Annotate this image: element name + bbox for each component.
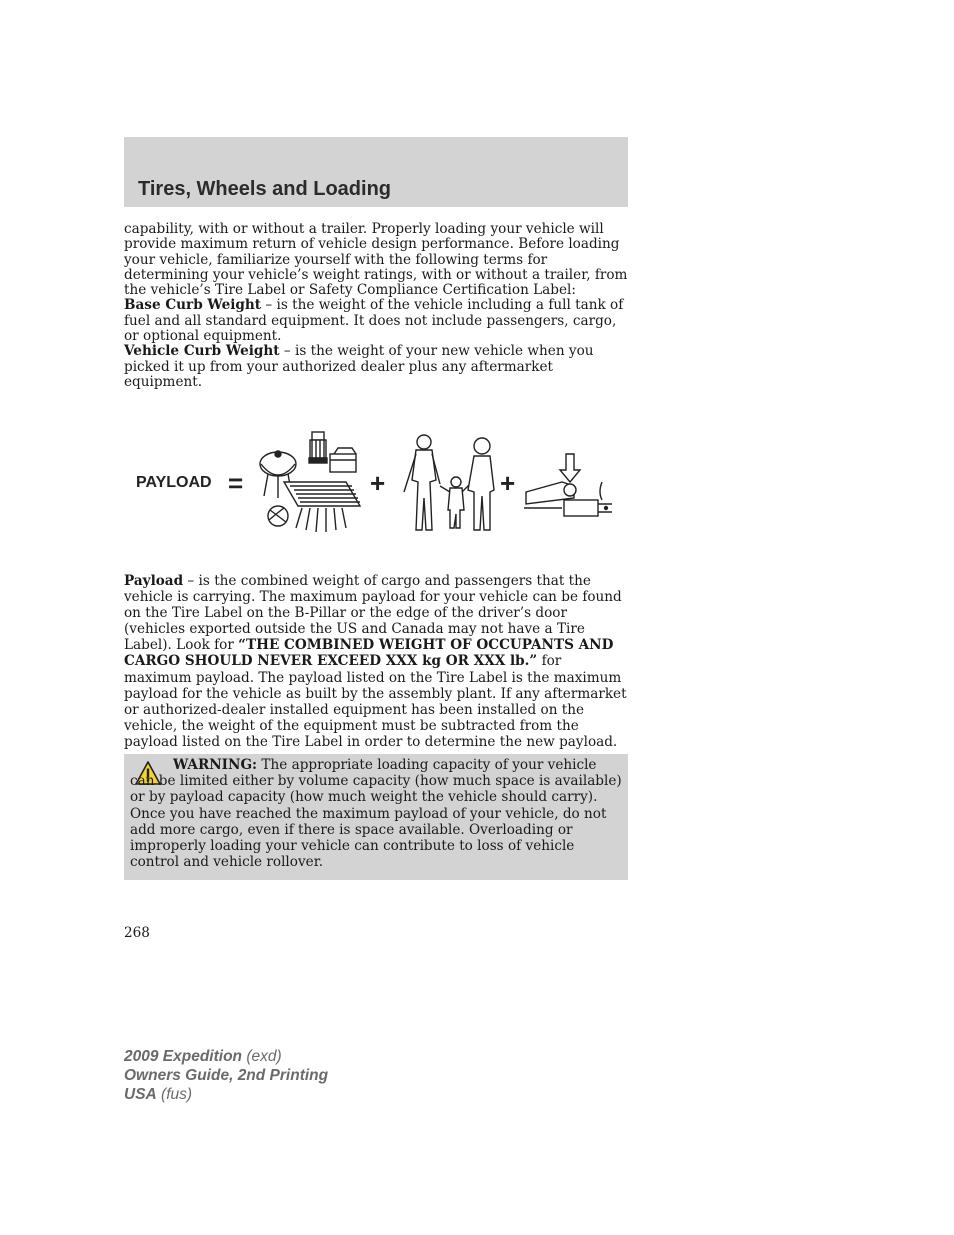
section-header <box>124 137 628 207</box>
payload-text <box>124 573 630 750</box>
section-title: Tires, Wheels and Loading <box>138 178 392 200</box>
payload-term: Payload <box>124 573 184 589</box>
payload-label: PAYLOAD <box>136 474 212 491</box>
trailer-hitch-icon <box>522 452 618 524</box>
warning-box <box>124 754 628 880</box>
passengers-icon <box>396 432 504 534</box>
intro-text <box>124 222 630 390</box>
warning-label: WARNING: <box>173 757 258 773</box>
warning-text: WARNING: The appropriate loading capacity of your vehicle can be limited either by volume capacity (how much space is available) or by payload capacity (how much weight the vehicle should carry). Once you have reached the maximum payload of your vehicle, do not add more cargo, even if there is space available. Overloading or improperly loading your vehicle can contribute to loss of vehicle control and vehicle rollover. <box>130 757 622 871</box>
plus-sign-2: + <box>500 468 516 498</box>
intro-paragraph: capability, with or without a trailer. Properly loading your vehicle will provide maximum return of vehicle design performance. Before loading your vehicle, familiarize yourself with the following terms for determining your vehicle’s weight ratings, with or without a trailer, from the vehicle’s Tire Label or Safety Compliance Certification Label: <box>124 221 628 299</box>
base-curb-weight-definition: Base Curb Weight – is the weight of the vehicle including a full tank of fuel and all standard equipment. It does not include passengers, cargo, or optional equipment. <box>124 297 624 345</box>
vehicle-curb-weight-term: Vehicle Curb Weight <box>124 343 280 360</box>
payload-definition: Payload – is the combined weight of cargo and passengers that the vehicle is carrying. The maximum payload for your vehicle can be found on the Tire Label on the B-Pillar or the edge of the driver’s door (vehicles exported outside the US and Canada may not have a Tire Label). Look for “THE COMBINED WEIGHT OF OCCUPANTS AND CARGO SHOULD NEVER EXCEED XXX kg OR XXX lb.” for maximum payload. The payload listed on the Tire Label is the maximum payload for the vehicle as built by the assembly plant. If any aftermarket or authorized-dealer installed equipment has been installed on the vehicle, the weight of the equipment must be subtracted from the payload listed on the Tire Label in order to determine the new payload. <box>124 573 627 750</box>
page-number: 268 <box>124 925 150 941</box>
footer-line-3: USA (fus) <box>124 1086 193 1103</box>
footer <box>124 1047 328 1104</box>
payload-figure <box>124 420 624 540</box>
plus-sign-1: + <box>370 468 386 498</box>
equals-sign: = <box>228 468 244 498</box>
cargo-icon <box>256 424 368 536</box>
payload-label-quote: “THE COMBINED WEIGHT OF OCCUPANTS AND CARGO SHOULD NEVER EXCEED XXX kg OR XXX lb.” <box>124 637 614 670</box>
footer-line-2: Owners Guide, 2nd Printing <box>124 1067 329 1084</box>
vehicle-curb-weight-definition: Vehicle Curb Weight – is the weight of your new vehicle when you picked it up from your authorized dealer plus any aftermarket equipment. <box>124 343 594 390</box>
base-curb-weight-term: Base Curb Weight <box>124 297 262 314</box>
footer-line-1: 2009 Expedition (exd) <box>124 1048 282 1065</box>
